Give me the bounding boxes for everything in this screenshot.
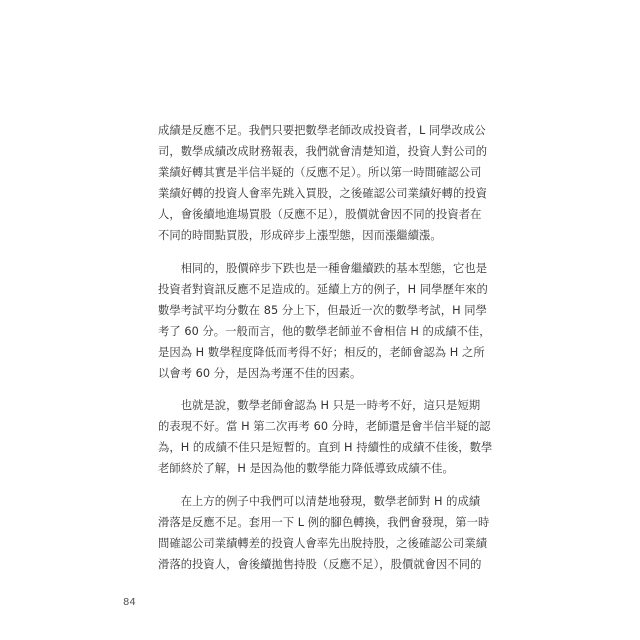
text-line: 間確認公司業績轉差的投資人會率先出脫持股，之後確認公司業績 — [158, 536, 488, 550]
text-line: 相同的，股價碎步下跌也是一種會繼續跌的基本型態，它也是 — [158, 261, 488, 275]
text-line: 也就是說，數學老師會認為 H 只是一時考不好，這只是短期 — [158, 399, 481, 413]
text-line: 滑落的投資人，會後續拋售持股（反應不足），股價就會因不同的 — [158, 557, 482, 571]
text-line: 在上方的例子中我們可以清楚地發現，數學老師對 H 的成績 — [158, 494, 481, 508]
paragraph-3 — [158, 395, 493, 479]
text-line: 人，會後續地進場買股（反應不足），股價就會因不同的投資者在 — [158, 208, 482, 222]
page-number: 84 — [123, 597, 136, 608]
text-line: 數學考試平均分數在 85 分上下，但最近一次的數學考試，H 同學 — [158, 303, 487, 317]
text-line: 業績好轉其實是半信半疑的（反應不足）。所以第一時間確認公司 — [158, 166, 482, 180]
text-line: 成績是反應不足。我們只要把數學老師改成投資者，L 同學改成公 — [158, 124, 486, 137]
text-line: 業績好轉的投資人會率先跳入買股，之後確認公司業績好轉的投資 — [158, 187, 488, 201]
text-line: 滑落是反應不足。套用一下 L 例的腳色轉換，我們會發現，第一時 — [158, 515, 490, 529]
text-line: 不同的時間點買股，形成碎步上漲型態，因而漲繼續漲。 — [158, 229, 442, 243]
paragraph-2 — [158, 258, 490, 385]
text-line: 為，H 的成績不佳只是短暫的。直到 H 持續性的成績不佳後，數學 — [158, 441, 493, 455]
text-line: 的表現不好。當 H 第二次再考 60 分時，老師還是會半信半疑的認 — [158, 420, 491, 434]
text-line: 考了 60 分。一般而言，他的數學老師並不會相信 H 的成績不佳， — [158, 324, 491, 338]
text-line: 是因為 H 數學程度降低而考得不好；相反的，老師會認為 H 之所 — [158, 345, 485, 359]
paragraph-4 — [158, 491, 490, 575]
body-text — [158, 120, 493, 586]
text-line: 司，數學成績改成財務報表，我們就會清楚知道，投資人對公司的 — [158, 145, 488, 159]
text-line: 老師終於了解，H 是因為他的數學能力降低導致成績不佳。 — [158, 462, 454, 476]
text-line: 投資者對資訊反應不足造成的。延續上方的例子，H 同學歷年來的 — [158, 282, 488, 296]
text-line: 以會考 60 分，是因為考運不佳的因素。 — [158, 367, 362, 381]
paragraph-1 — [158, 120, 490, 247]
